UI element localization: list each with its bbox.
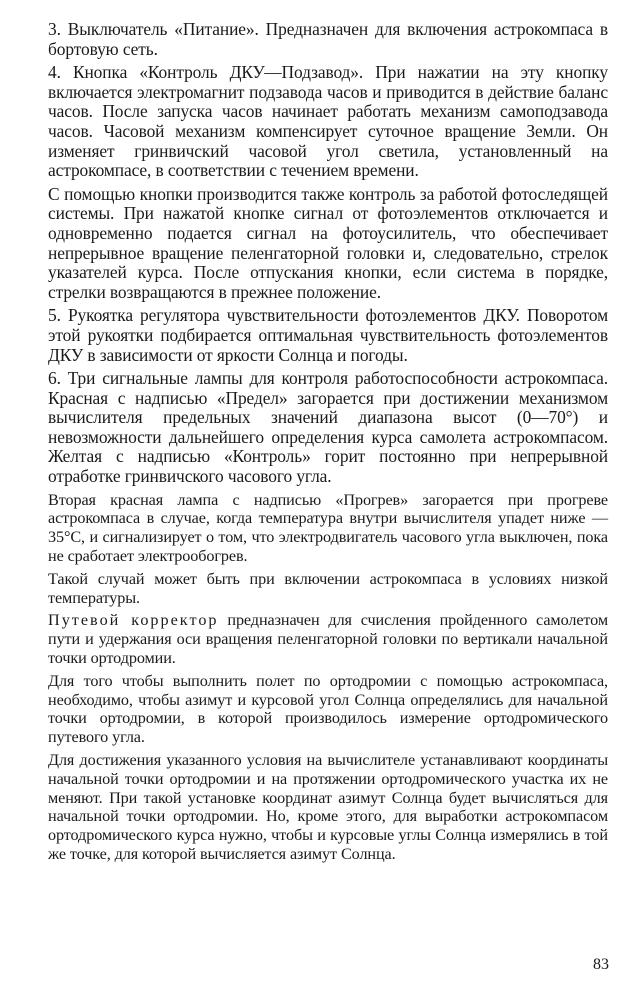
paragraph-path-corrector [48, 611, 608, 667]
paragraph-low-temperature: Такой случай может быть при включении астрокомпаса в условиях низкой температуры. [48, 569, 608, 607]
paragraph-warmup-lamp: Вторая красная лампа с надписью «Прогрев» загорается при прогреве астрокомпаса в случае, когда температура внутри вычислителя упадет ниже —35°С, и сигнализирует о том, что электродвигатель часового угла выключен, пока не сработает электрообогрев. [48, 490, 608, 566]
path-corrector-text: предназначен для счисления пройденного самолетом пути и удержания оси вращения пеленгаторной головки по вертикали начальной точки ортодромии. [48, 611, 608, 668]
paragraph-photo-tracking: С помощью кнопки производится также контроль за работой фотоследящей системы. При нажатой кнопке сигнал от фотоэлементов отключается и одновременно подается сигнал на фотоусилитель, что обеспечивает непрерывное вращение пеленгаторной головки и, следовательно, стрелок указателей курса. После отпускания кнопки, если система в порядке, стрелки возвращаются в прежнее положение. [48, 183, 608, 302]
path-corrector-term: Путевой корректор [48, 611, 219, 630]
paragraph-sensitivity-knob: 5. Рукоятка регулятора чувствительности фотоэлементов ДКУ. Поворотом этой рукоятки подбирается оптимальная чувствительность фотоэлементов ДКУ в зависимости от яркости Солнца и погоды. [48, 305, 608, 365]
paragraph-orthodrome-condition: Для достижения указанного условия на вычислителе устанавливают координаты начальной точки ортодромии и на протяжении ортодромического участка их не меняют. При такой установке координат азимут Солнца будет вычисляться для начальной точки ортодромии. Но, кроме этого, для выработки астрокомпасом ортодромического курса нужно, чтобы и курсовые углы Солнца измерялись в той же точке, для которой вычисляется азимут Солнца. [48, 751, 608, 863]
page-number: 83 [593, 956, 609, 973]
paragraph-orthodrome-flight: Для того чтобы выполнить полет по ортодромии с помощью астрокомпаса, необходимо, чтобы азимут и курсовой угол Солнца определялись для начальной точки ортодромии, в которой производилось измерение ортодромического путевого угла. [48, 671, 608, 747]
document-page [48, 20, 608, 868]
paragraph-signal-lamps: 6. Три сигнальные лампы для контроля работоспособности астрокомпаса. Красная с надписью «Предел» загорается при достижении механизмом вычислителя предельных значений диапазона высот (0—70°) и невозможности дальнейшего определения курса самолета астрокомпасом. Желтая с надписью «Контроль» горит постоянно при непрерывной отработке гринвичского часового угла. [48, 368, 608, 487]
paragraph-control-button: 4. Кнопка «Контроль ДКУ—Подзавод». При нажатии на эту кнопку включается электромагнит подзавода часов и приводится в действие баланс часов. После запуска часов начинает работать механизм самоподзавода часов. Часовой механизм компенсирует суточное вращение Земли. Он изменяет гринвичский часовой угол светила, установленный на астрокомпасе, в соответствии с течением времени. [48, 62, 608, 181]
paragraph-power-switch: 3. Выключатель «Питание». Предназначен для включения астрокомпаса в бортовую сеть. [48, 19, 608, 59]
